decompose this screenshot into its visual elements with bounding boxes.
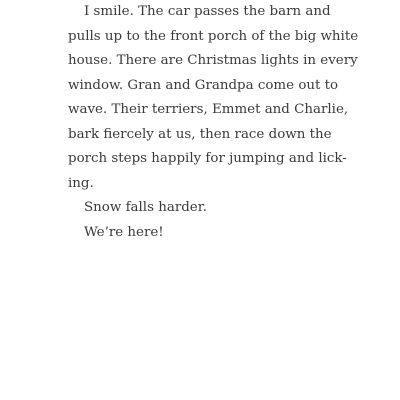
text-line: pulls up to the front porch of the big white [68,28,359,44]
text-line: I smile. The car passes the barn and [84,4,331,19]
text-line: ing. [68,175,94,191]
text-line: We’re here! [84,224,164,240]
text-line: porch steps happily for jumping and lick- [68,151,347,166]
text-line: Snow falls harder. [84,200,207,215]
paragraph-arrival [68,0,359,196]
text-line: house. There are Christmas lights in every [68,53,358,68]
text-line: wave. Their terriers, Emmet and Charlie, [68,102,349,117]
paragraph-snow [68,196,312,221]
text-line: window. Gran and Grandpa come out to [68,77,339,93]
paragraph-here [68,221,312,246]
book-page [68,0,359,400]
text-line: bark fiercely at us, then race down the [68,126,332,142]
